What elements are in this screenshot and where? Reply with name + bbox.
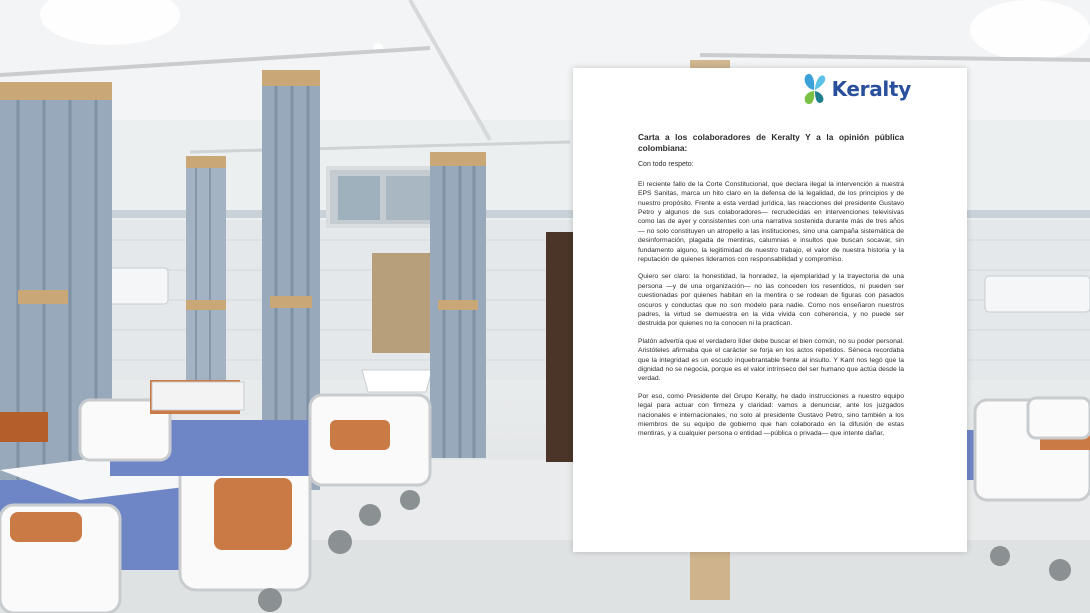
letter-paragraph: Platón advertía que el verdadero líder debe buscar el bien común, no su poder personal. Aristóteles afirmaba que el carácter se forja en los actos repetidos. Séneca recordaba que la integridad es un escudo inquebrantable frente al insulto. Y Kant nos legó que la dignidad no se negocia, porque es el valor intrínseco del ser humano que actúa desde la verdad. (638, 337, 904, 383)
letter-page (573, 68, 967, 552)
letter-paragraph: Quiero ser claro: la honestidad, la honradez, la ejemplaridad y la trayectoria de una persona —y de una organización— no las conceden los resentidos, ni pueden ser cuestionadas por quienes habitan en la mentira o se rodean de figuras con pasados oscuros y conductas que no son modelo para nadie. Como nos enseñaron nuestros padres, la virtud se demuestra en la vida vivida con coherencia, y no puede ser destruida por quienes no la conocen ni la practican. (638, 273, 904, 328)
keralty-wordmark: Keralty (831, 77, 911, 101)
letter-paragraph: El reciente fallo de la Corte Constitucional, que declara ilegal la intervención a nuestra EPS Sanitas, marca un hito claro en la defensa de la legalidad, de los principios y de nuestro propósito. Frente a esta verdad jurídica, las reacciones del presidente Gustavo Petro y algunos de sus colaboradores— recrudecidas en intervenciones televisivas como las de ayer y consistentes con una narrativa sostenida durante más de tres años— no solo constituyen un atropello a las instituciones, sino una campaña sistemática de desinformación, plagada de mentiras, calumnias e insultos que buscan socavar, sin fundamento alguno, la legitimidad de nuestro trabajo, el valor de nuestra historia y la reputación de quienes lideramos con responsabilidad y compromiso. (638, 180, 904, 263)
letter-title: Carta a los colaboradores de Keralty Y a la opinión pública colombiana: (638, 132, 904, 153)
keralty-logo (800, 72, 911, 106)
letter-greeting: Con todo respeto: (638, 161, 694, 169)
letter-paragraph: Por eso, como Presidente del Grupo Keralty, he dado instrucciones a nuestro equipo legal para actuar con firmeza y claridad: vamos a denunciar, ante los juzgados nacionales e internacionales, no solo al presidente Gustavo Petro, sino también a los miembros de su equipo de gobierno que han colaborado en la difusión de estas mentiras, y a cualquier persona o entidad —pública o privada— que intente dañar, (638, 392, 904, 438)
keralty-butterfly-icon (800, 72, 830, 106)
letter-body (638, 132, 904, 447)
